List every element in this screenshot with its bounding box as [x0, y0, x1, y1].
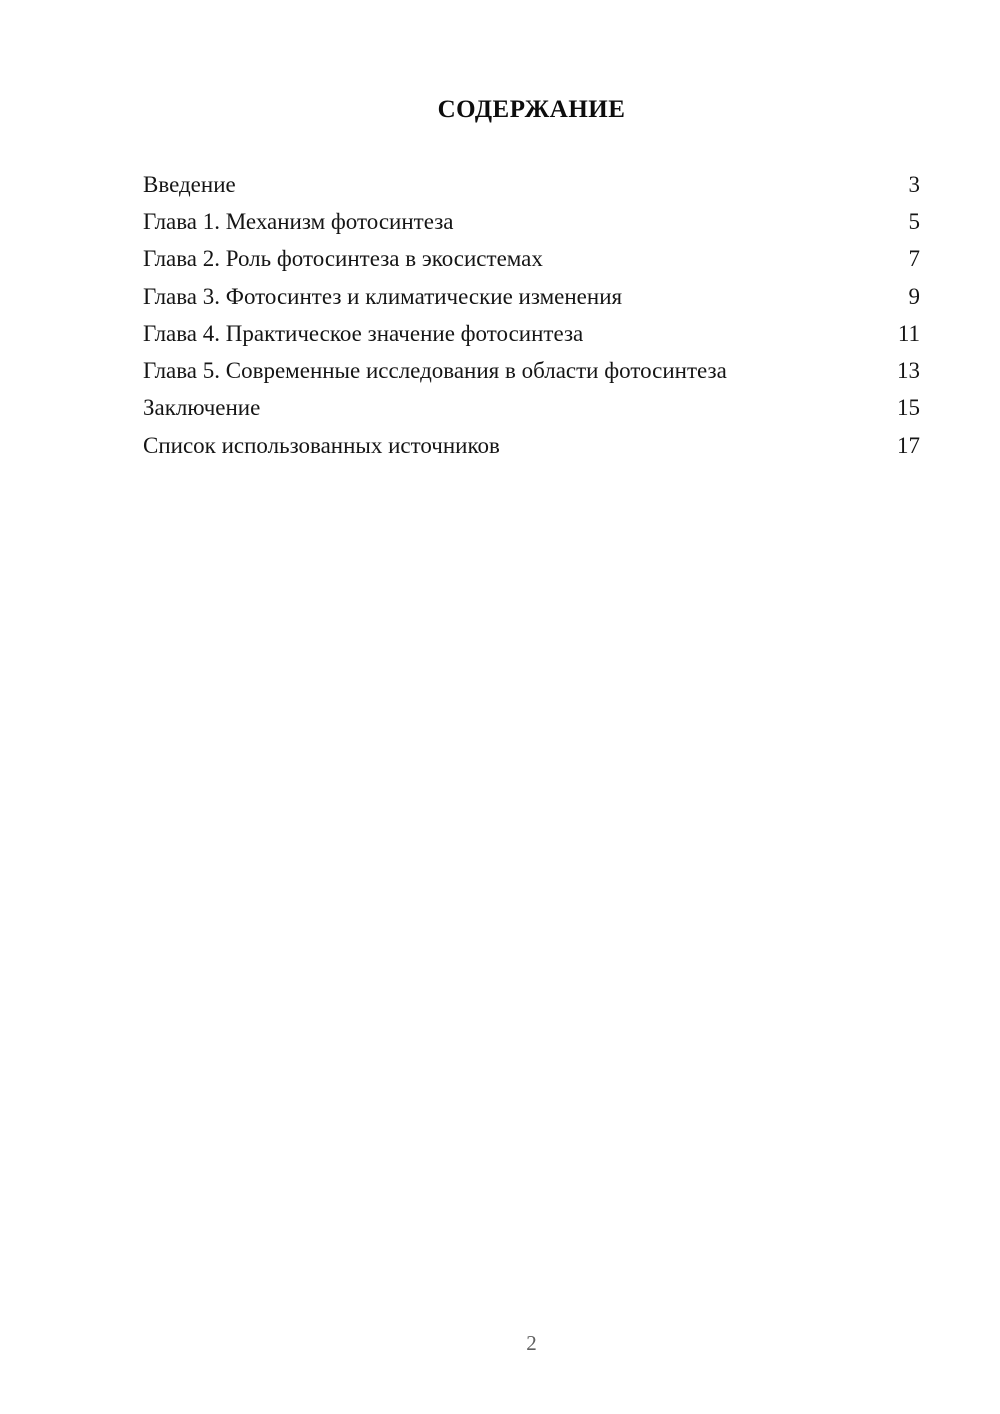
toc-entry-page: 5 [908, 208, 920, 234]
toc-entry-label: Глава 3. Фотосинтез и климатические изменения [143, 283, 623, 309]
toc-entry-label: Список использованных источников [143, 432, 500, 458]
toc-entry [143, 390, 920, 427]
toc-entry-label: Глава 1. Механизм фотосинтеза [143, 208, 454, 234]
toc-entry-page: 11 [897, 320, 920, 346]
toc-entry-page: 9 [908, 283, 920, 309]
toc-entry [143, 315, 920, 352]
toc-entry-page: 7 [908, 246, 920, 272]
table-of-contents [143, 166, 920, 464]
toc-entry [143, 203, 920, 240]
toc-entry [143, 278, 920, 315]
toc-entry-page: 3 [908, 171, 920, 197]
page-number: 2 [526, 1331, 537, 1355]
toc-entry [143, 241, 920, 278]
toc-entry-page: 15 [897, 395, 920, 421]
toc-entry-label: Глава 4. Практическое значение фотосинтеза [143, 320, 584, 346]
toc-entry-label: Глава 2. Роль фотосинтеза в экосистемах [143, 246, 543, 272]
toc-entry [143, 427, 920, 464]
toc-entry-label: Глава 5. Современные исследования в области фотосинтеза [143, 358, 727, 384]
toc-entry-page: 17 [897, 432, 920, 458]
toc-entry [143, 352, 920, 389]
toc-entry-label: Введение [143, 171, 236, 197]
toc-entry-page: 13 [897, 358, 920, 384]
toc-entry [143, 166, 920, 203]
toc-entry-label: Заключение [143, 395, 261, 421]
page-title: СОДЕРЖАНИЕ [437, 96, 626, 123]
